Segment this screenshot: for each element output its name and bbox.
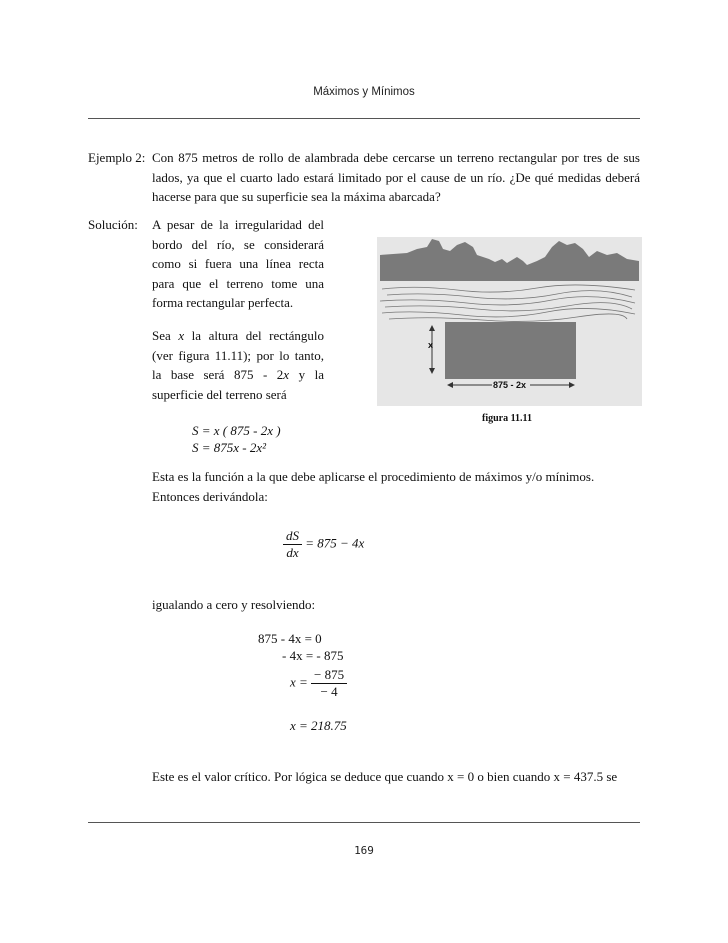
figure-river-terrain	[377, 237, 642, 406]
page-number: 169	[354, 844, 374, 857]
equation-s-2: S = 875x - 2x²	[192, 440, 267, 455]
footer-rule	[88, 822, 640, 823]
solution-paragraph-2: Sea x la altura del rectángulo (ver figura 11.11); por lo tanto, la base será 875 - 2x y la superficie del terreno será	[152, 328, 324, 402]
page-header: Máximos y Mínimos	[313, 86, 415, 98]
equation-s-1: S = x ( 875 - 2x )	[192, 423, 281, 438]
solution-paragraph-4: igualando a cero y resolviendo:	[152, 597, 316, 612]
step-4: x = 218.75	[290, 718, 347, 733]
example-label: Ejemplo 2:	[88, 150, 146, 165]
solution-label: Solución:	[88, 217, 138, 232]
figure-caption: figura 11.11	[482, 413, 533, 424]
figure-height-label: x	[428, 340, 434, 350]
example-text: Con 875 metros de rollo de alambrada debe cercarse un terreno rectangular por tres de sus lados, ya que el cuarto lado estará limitado por el cause de un río. ¿De qué medidas deberá hacerse para que su superficie sea la máxima abarcada?	[152, 150, 640, 204]
header-rule	[88, 118, 640, 119]
step-2: - 4x = - 875	[282, 648, 344, 663]
solution-paragraph-5: Este es el valor crítico. Por lógica se deduce que cuando x = 0 o bien cuando x = 437.5 se	[152, 769, 618, 784]
step-1: 875 - 4x = 0	[258, 631, 322, 646]
solution-paragraph-1: A pesar de la irregularidad del bordo del río, se considerará como si fuera una línea recta para que el terreno tome una forma rectangular perfecta.	[152, 217, 324, 310]
figure-base-label: 875 - 2x	[493, 380, 527, 390]
derivative-equation: $\frac{dS}{dx}$ = 875 − 4x	[283, 528, 364, 561]
solution-paragraph-3: Esta es la función a la que debe aplicarse el procedimiento de máximos y/o mínimos. Entonces derivándola:	[152, 469, 595, 504]
step-3: x = $\frac{- 875}{- 4}$	[290, 667, 347, 700]
